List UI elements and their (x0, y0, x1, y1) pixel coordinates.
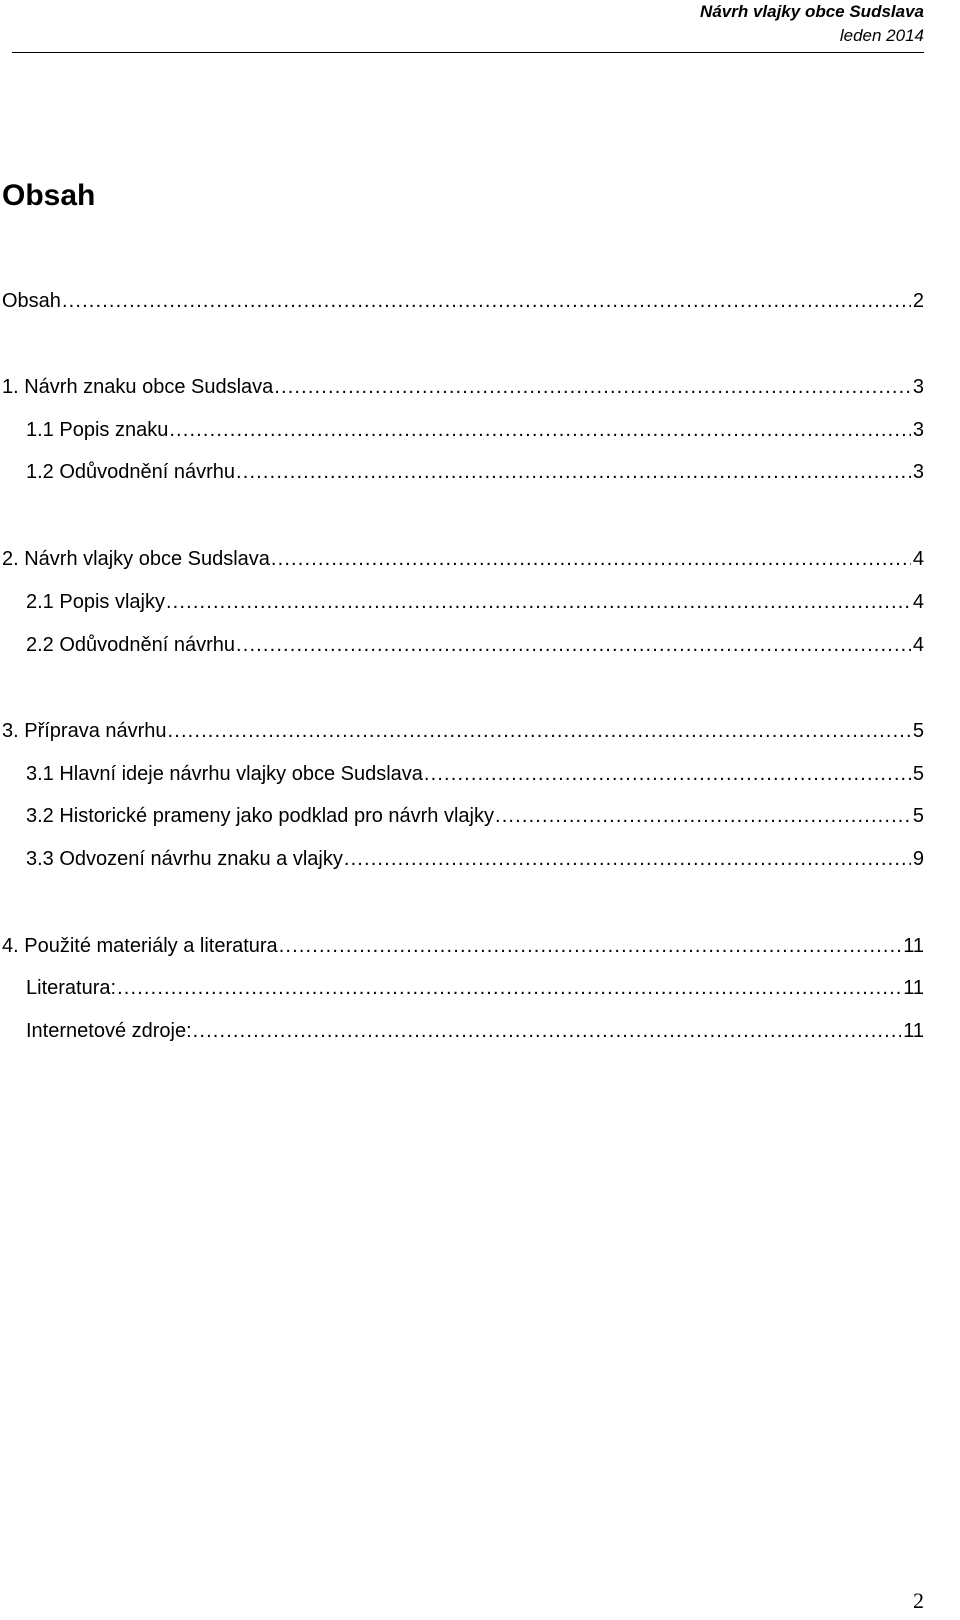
toc-entry-page: 5 (912, 720, 924, 742)
toc-entry-label: 3.3 Odvození návrhu znaku a vlajky (26, 848, 343, 870)
toc-entry-1[interactable] (2, 372, 924, 402)
toc-entry-page: 5 (912, 763, 924, 785)
toc-entry-3-2[interactable] (26, 801, 924, 831)
header-document-title: Návrh vlajky obce Sudslava (700, 2, 924, 21)
toc-entry-label: Literatura: (26, 977, 117, 999)
toc-dot-leader (168, 716, 911, 746)
toc-entry-page: 11 (903, 977, 924, 999)
toc-dot-leader (169, 415, 911, 445)
toc-entry-label: 3.1 Hlavní ideje návrhu vlajky obce Sudslava (26, 763, 423, 785)
header-divider (12, 52, 924, 53)
toc-entry-page: 4 (912, 591, 924, 613)
toc-entry-label: Internetové zdroje: (26, 1020, 192, 1042)
toc-dot-leader (62, 286, 911, 316)
toc-entry-2-1[interactable] (26, 587, 924, 617)
toc-entry-3-1[interactable] (26, 759, 924, 789)
toc-entry-2[interactable] (2, 544, 924, 574)
toc-entry-page: 2 (912, 290, 924, 312)
toc-entry-page: 9 (912, 848, 924, 870)
toc-dot-leader (271, 544, 911, 574)
toc-entry-label: 1.1 Popis znaku (26, 419, 169, 441)
toc-entry-page: 11 (903, 1020, 924, 1042)
running-header (700, 0, 924, 48)
toc-entry-page: 5 (912, 805, 924, 827)
toc-entry-page: 3 (912, 461, 924, 483)
toc-entry-obsah[interactable] (2, 286, 924, 316)
toc-entry-label: 2.1 Popis vlajky (26, 591, 165, 613)
toc-entry-1-2[interactable] (26, 457, 924, 487)
toc-entry-label: 4. Použité materiály a literatura (2, 935, 278, 957)
toc-dot-leader (424, 759, 911, 789)
toc-dot-leader (166, 587, 911, 617)
toc-entry-page: 3 (912, 376, 924, 398)
toc-entry-internetove-zdroje[interactable] (26, 1016, 924, 1046)
toc-entry-label: 1. Návrh znaku obce Sudslava (2, 376, 274, 398)
toc-entry-4[interactable] (2, 931, 924, 961)
toc-dot-leader (117, 973, 901, 1003)
toc-entry-1-1[interactable] (26, 415, 924, 445)
toc-heading: Obsah (2, 179, 96, 212)
page-number: 2 (913, 1588, 924, 1613)
toc-entry-label: 3.2 Historické prameny jako podklad pro návrh vlajky (26, 805, 494, 827)
toc-entry-3-3[interactable] (26, 844, 924, 874)
toc-entry-page: 11 (903, 935, 924, 957)
toc-entry-literatura[interactable] (26, 973, 924, 1003)
toc-entry-label: 3. Příprava návrhu (2, 720, 167, 742)
toc-entry-3[interactable] (2, 716, 924, 746)
toc-dot-leader (193, 1016, 902, 1046)
toc-entry-label: 2.2 Odůvodnění návrhu (26, 634, 236, 656)
toc-entry-page: 4 (912, 548, 924, 570)
toc-entry-label: Obsah (2, 290, 61, 312)
toc-dot-leader (279, 931, 902, 961)
toc-entry-label: 2. Návrh vlajky obce Sudslava (2, 548, 270, 570)
toc-dot-leader (495, 801, 911, 831)
toc-entry-label: 1.2 Odůvodnění návrhu (26, 461, 236, 483)
toc-dot-leader (344, 844, 911, 874)
toc-entry-page: 4 (912, 634, 924, 656)
toc-entry-2-2[interactable] (26, 630, 924, 660)
header-document-date: leden 2014 (839, 26, 924, 45)
toc-entry-page: 3 (912, 419, 924, 441)
toc-dot-leader (236, 457, 911, 487)
toc-dot-leader (274, 372, 911, 402)
toc-dot-leader (236, 630, 911, 660)
